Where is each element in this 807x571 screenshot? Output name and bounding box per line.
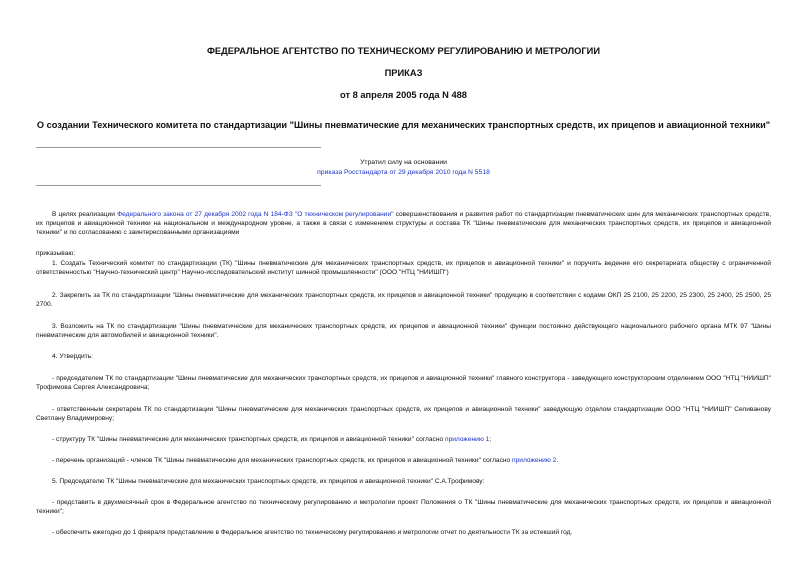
paragraph-item-2: 2. Закрепить за ТК по стандартизации "Шины пневматические для механических транспортных средств, их прицепов и авиационной техники" продукцию в соответствии с кодами ОКП 25 2100, 25 2200, 25 2300, 25 2400, 25 2500, 25 2700.	[36, 292, 771, 309]
date-number-heading: от 8 апреля 2005 года N 488	[340, 90, 467, 100]
paragraph-preamble: В целях реализации Федерального закона от 27 декабря 2002 года N 184-ФЗ "О техническом регулировании" совершенствования и развития работ по стандартизации пневматических шин для механических транспортных средств, их прицепов и авиационной техники на национальном и международном уровне, а также в связи с изменением структуры и состава ТК "Шины пневматические для механических транспортных средств, их прицепов и авиационной техники" и по согласованию с заинтересованными организациями	[36, 211, 771, 237]
paragraph-draft-regulation: - представить в двухмесячный срок в Федеральное агентство по техническому регулированию и метрологии проект Положения о ТК "Шины пневматические для механических транспортных средств, их прицепов и авиационной техники";	[36, 499, 771, 516]
paragraph-members: - перечень организаций - членов ТК "Шины пневматические для механических транспортных средств, их прицепов и авиационной техники" согласно приложению 2.	[52, 457, 559, 464]
paragraph-secretary: - ответственным секретарем ТК по стандартизации "Шины пневматические для механических транспортных средств, их прицепов и авиационной техники" заведующую отделом стандартизации ООО "НТЦ "НИИШП" Селиванову Светлану Владимировну;	[36, 406, 771, 423]
divider-bottom	[36, 185, 321, 186]
paragraph-chairman: - председателем ТК по стандартизации "Шины пневматические для механических транспортных средств, их прицепов и авиационной техники" главного конструктора - заведующего конструкторским отделением ООО "НТЦ "НИИШП" Трофимова Сергея Александровича;	[36, 375, 771, 392]
status-note-text: Утратил силу на основании	[360, 159, 447, 166]
paragraph-structure: - структуру ТК "Шины пневматические для механических транспортных средств, их прицепов и авиационной техники" согласно приложению 1;	[52, 436, 492, 443]
divider-top	[36, 147, 321, 148]
federal-law-link[interactable]: Федерального закона от 27 декабря 2002 года N 184-ФЗ "О техническом регулировании"	[117, 211, 394, 218]
appendix-2-link[interactable]: приложению 2	[512, 457, 557, 464]
paragraph-item-5: 5. Председателю ТК "Шины пневматические для механических транспортных средств, их прицепов и авиационной техники" С.А.Трофимову:	[52, 478, 485, 485]
paragraph-order: приказываю:	[36, 250, 76, 257]
agency-heading: ФЕДЕРАЛЬНОЕ АГЕНТСТВО ПО ТЕХНИЧЕСКОМУ РЕГУЛИРОВАНИЮ И МЕТРОЛОГИИ	[206, 46, 601, 56]
doc-type-heading: ПРИКАЗ	[384, 68, 423, 78]
paragraph-item-1: 1. Создать Технический комитет по стандартизации (ТК) "Шины пневматические для механических транспортных средств, их прицепов и авиационной техники" и поручить ведение его секретариата обществу с ограниченной ответственностью "Научно-технический центр" Научно-исследовательский институт шинной промышленности" (ООО "НТЦ "НИИШП")	[36, 260, 771, 277]
repeal-order-link[interactable]: приказа Росстандарта от 29 декабря 2010 года N 5518	[317, 169, 490, 176]
paragraph-annual-report: - обеспечить ежегодно до 1 февраля представление в Федеральное агентство по техническому регулированию и метрологии отчет по деятельности ТК за истекший год.	[52, 529, 573, 536]
appendix-1-link[interactable]: приложению 1	[445, 436, 490, 443]
paragraph-item-3: 3. Возложить на ТК по стандартизации "Шины пневматические для механических транспортных средств, их прицепов и авиационной техники" функции постоянно действующего национального рабочего органа МТК 97 "Шины пневматические для автомобилей и авиационной техники".	[36, 323, 771, 340]
document-title: О создании Технического комитета по стандартизации "Шины пневматические для механических транспортных средств, их прицепов и авиационной техники"	[36, 120, 771, 130]
paragraph-item-4: 4. Утвердить:	[52, 353, 93, 360]
